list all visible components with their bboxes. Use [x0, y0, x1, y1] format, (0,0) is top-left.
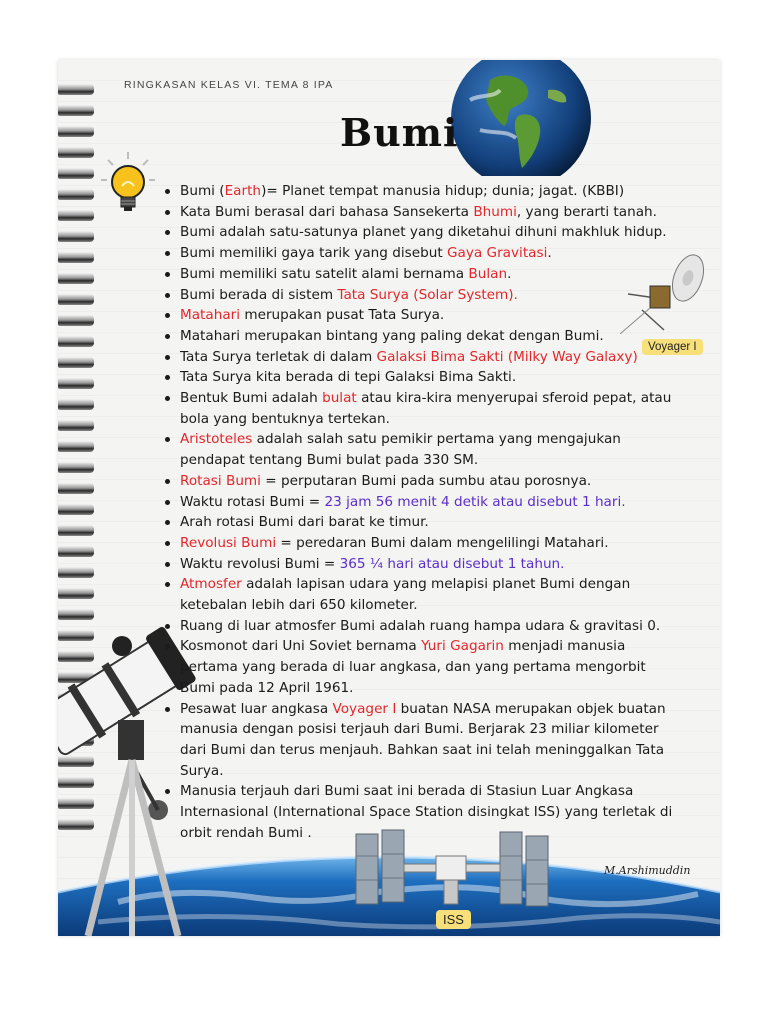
spiral-ring: [58, 315, 94, 326]
list-text: Bumi memiliki gaya tarik yang disebut: [180, 245, 447, 262]
list-item: [162, 347, 682, 368]
list-text: Bumi berada di sistem: [180, 286, 338, 303]
list-text: Kata Bumi berasal dari bahasa Sansekerta: [180, 203, 474, 220]
list-text: Waktu revolusi Bumi =: [180, 555, 340, 572]
spiral-ring: [58, 84, 94, 95]
spiral-ring: [58, 567, 94, 578]
highlighted-term: Rotasi Bumi: [180, 472, 261, 489]
list-text: Bumi (: [180, 183, 225, 199]
list-item: [162, 202, 682, 223]
list-item: [162, 367, 682, 388]
list-text: Pesawat luar angkasa: [180, 700, 333, 717]
spiral-ring: [58, 168, 94, 179]
iss-tag: ISS: [436, 910, 471, 929]
list-text: adalah salah satu pemikir pertama yang mengajukan pendapat tentang Bumi bulat pada 330 SM.: [180, 431, 621, 469]
list-text: Waktu rotasi Bumi =: [180, 493, 325, 510]
highlighted-term: Galaksi Bima Sakti (Milky Way Galaxy): [376, 348, 638, 365]
list-item: [162, 264, 682, 285]
list-text: Bumi memiliki satu satelit alami bernama: [180, 265, 469, 282]
list-item: [162, 699, 682, 782]
spiral-ring: [58, 294, 94, 305]
spiral-ring: [58, 525, 94, 536]
list-item: [162, 554, 682, 575]
spiral-ring: [58, 210, 94, 221]
list-item: [162, 429, 682, 470]
list-item: [162, 492, 682, 513]
list-item: [162, 243, 682, 264]
globe-illustration: [450, 60, 592, 176]
list-text: Kosmonot dari Uni Soviet bernama: [180, 638, 422, 655]
voyager-tag: Voyager I: [642, 339, 703, 355]
list-item: [162, 326, 682, 347]
spiral-ring: [58, 504, 94, 515]
list-item: [162, 285, 682, 306]
highlighted-term: Earth: [224, 183, 262, 199]
highlighted-term: 23 jam 56 menit 4 detik atau disebut 1 hari.: [324, 493, 626, 510]
highlighted-term: Matahari: [180, 307, 241, 324]
spiral-ring: [58, 273, 94, 284]
list-text: Bentuk Bumi adalah: [180, 390, 323, 407]
list-item: [162, 512, 682, 533]
list-text: Tata Surya kita berada di tepi Galaksi Bima Sakti.: [180, 369, 517, 386]
list-text: merupakan pusat Tata Surya.: [240, 307, 445, 324]
list-text: buatan NASA merupakan objek buatan manusia dengan posisi terjauh dari Bumi. Berjarak 23 miliar kilometer dari Bumi dan terus menjauh. Bahkan saat ini telah meninggalkan Tata Surya.: [180, 700, 666, 779]
spiral-ring: [58, 105, 94, 116]
highlighted-term: Revolusi Bumi: [180, 534, 277, 551]
list-text: atau kira-kira menyerupai sferoid pepat, atau bola yang bentuknya tertekan.: [180, 390, 672, 427]
spiral-ring: [58, 546, 94, 557]
list-text: adalah lapisan udara yang melapisi planet Bumi dengan ketebalan lebih dari 650 kilometer.: [180, 576, 631, 614]
list-text: = peredaran Bumi dalam mengelilingi Matahari.: [276, 534, 609, 551]
spiral-ring: [58, 231, 94, 242]
highlighted-term: Atmosfer: [180, 576, 242, 593]
list-text: Bumi adalah satu-satunya planet yang diketahui dihuni makhluk hidup.: [180, 224, 667, 241]
list-item: [162, 533, 682, 554]
list-text: , yang berarti tanah.: [516, 203, 657, 220]
spiral-ring: [58, 462, 94, 473]
highlighted-term: Voyager I: [332, 700, 397, 717]
spiral-ring: [58, 252, 94, 263]
list-text: )= Planet tempat manusia hidup; dunia; jagat. (KBBI): [261, 183, 625, 199]
list-item: [162, 388, 682, 429]
list-item: [162, 471, 682, 492]
spiral-ring: [58, 336, 94, 347]
spiral-ring: [58, 378, 94, 389]
list-item: [162, 616, 682, 637]
spiral-ring: [58, 399, 94, 410]
highlighted-term: Yuri Gagarin: [421, 638, 504, 655]
spiral-ring: [58, 420, 94, 431]
header-label: RINGKASAN KELAS VI. TEMA 8 IPA: [124, 79, 334, 91]
author-signature: M.Arshimuddin: [604, 864, 691, 877]
spiral-ring: [58, 357, 94, 368]
list-text: Ruang di luar atmosfer Bumi adalah ruang hampa udara & gravitasi 0.: [180, 617, 661, 634]
list-item: [162, 181, 682, 202]
spiral-ring: [58, 588, 94, 599]
highlighted-term: Tata Surya (Solar System).: [337, 286, 518, 303]
page-title: Bumi: [340, 110, 459, 155]
list-item: [162, 781, 682, 843]
highlighted-term: Gaya Gravitasi: [447, 245, 548, 262]
list-item: [162, 574, 682, 615]
highlighted-term: 365 ¼ hari atau disebut 1 tahun.: [339, 555, 565, 572]
list-text: Tata Surya terletak di dalam: [180, 348, 377, 365]
list-text: .: [507, 265, 512, 282]
list-text: = perputaran Bumi pada sumbu atau porosnya.: [260, 472, 592, 489]
spiral-ring: [58, 147, 94, 158]
list-text: Manusia terjauh dari Bumi saat ini berada di Stasiun Luar Angkasa Internasional (International Space Station disingkat ISS) yang terletak di orbit rendah Bumi .: [180, 783, 673, 841]
list-text: Matahari merupakan bintang yang paling dekat dengan Bumi.: [180, 327, 604, 344]
spiral-ring: [58, 126, 94, 137]
list-text: menjadi manusia pertama yang berada di luar angkasa, dan yang pertama mengorbit Bumi pada 12 April 1961.: [180, 638, 646, 696]
list-text: Arah rotasi Bumi dari barat ke timur.: [180, 514, 429, 531]
highlighted-term: Aristoteles: [180, 431, 253, 448]
list-item: [162, 222, 682, 243]
highlighted-term: bulat: [322, 390, 357, 407]
spiral-ring: [58, 189, 94, 200]
bullet-list: [162, 181, 682, 844]
spiral-ring: [58, 441, 94, 452]
light-bulb-icon: [98, 150, 158, 220]
list-item: [162, 305, 682, 326]
spiral-ring: [58, 483, 94, 494]
list-text: .: [547, 245, 552, 262]
list-item: [162, 636, 682, 698]
highlighted-term: Bulan: [468, 265, 508, 282]
highlighted-term: Bhumi: [473, 203, 517, 220]
